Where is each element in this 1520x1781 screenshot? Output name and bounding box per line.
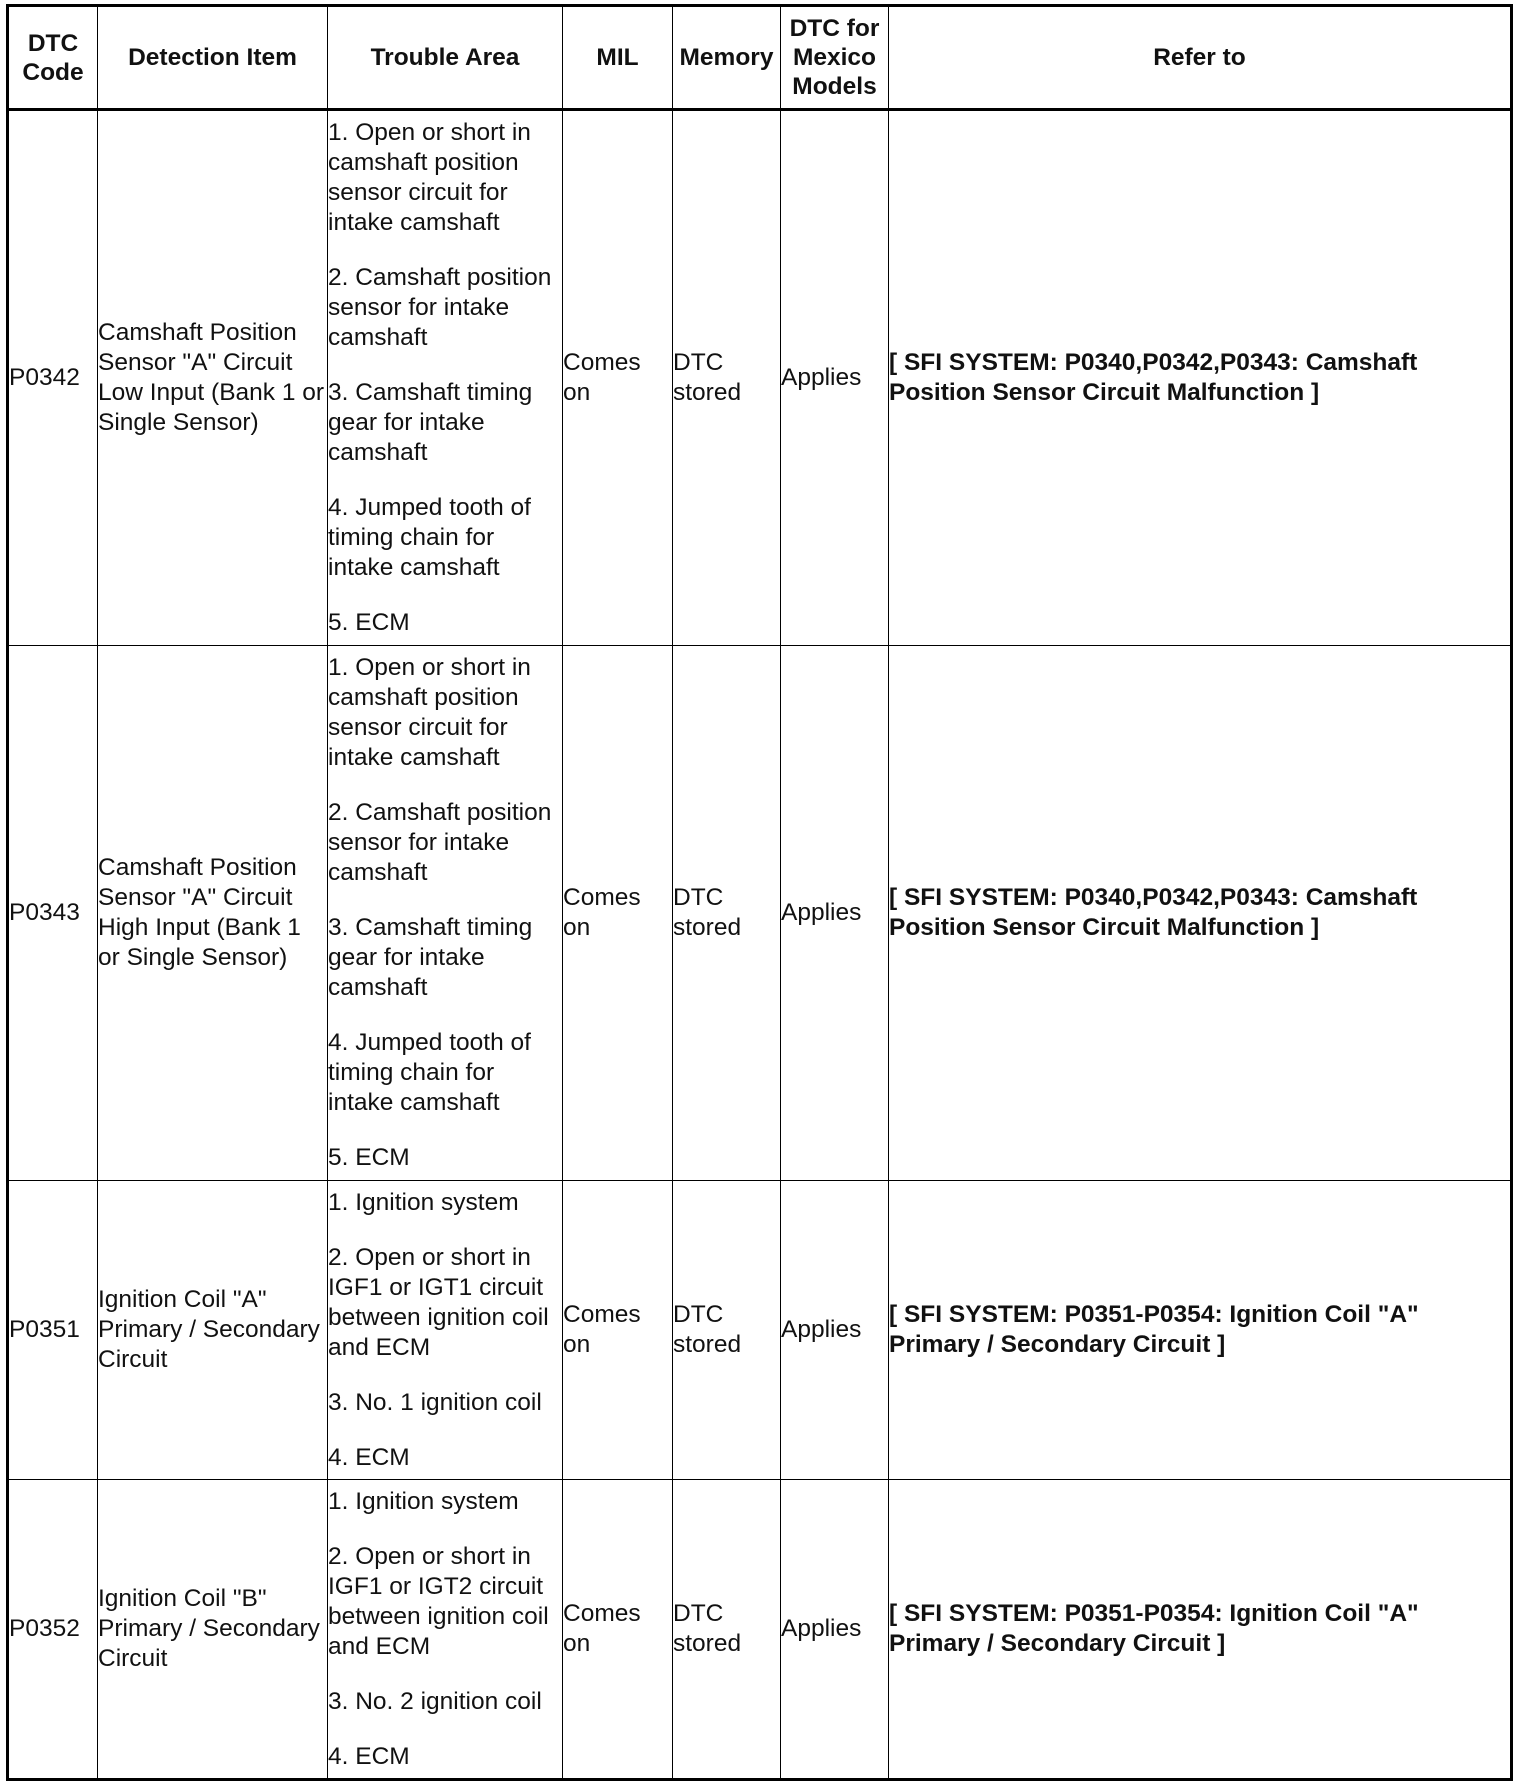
table-row [8,1480,1512,1780]
col-header-mexico: DTC for Mexico Models [781,6,889,110]
dtc-table [6,4,1513,1781]
mexico-cell: Applies [781,110,889,646]
trouble-area-step: 1. Ignition system [328,1188,519,1216]
memory-cell: DTC stored [673,1181,781,1480]
trouble-area-step: 2. Camshaft position sensor for intake camshaft [328,799,552,886]
mil-cell: Comes on [563,110,673,646]
mexico-cell: Applies [781,646,889,1181]
table-row [8,1181,1512,1480]
col-header-dtc-code: DTC Code [8,6,98,110]
refer-to-link[interactable]: [ SFI SYSTEM: P0351-P0354: Ignition Coil "A" Primary / Secondary Circuit ] [889,1181,1512,1480]
mexico-cell: Applies [781,1181,889,1480]
trouble-area-step: 4. Jumped tooth of timing chain for intake camshaft [328,1029,531,1116]
col-header-trouble-area: Trouble Area [328,6,563,110]
detection-item-cell: Ignition Coil "B" Primary / Secondary Circuit [98,1480,328,1780]
dtc-sheet [6,4,1513,1781]
table-row [8,646,1512,1181]
trouble-area-step: 1. Open or short in camshaft position sensor circuit for intake camshaft [328,654,531,771]
col-header-refer-to: Refer to [889,6,1512,110]
detection-item-cell: Camshaft Position Sensor "A" Circuit High Input (Bank 1 or Single Sensor) [98,646,328,1181]
dtc-code-cell: P0342 [8,110,98,646]
mexico-cell: Applies [781,1480,889,1780]
memory-cell: DTC stored [673,1480,781,1780]
trouble-area-step: 4. ECM [328,1742,410,1770]
trouble-area-cell [328,1480,563,1780]
detection-item-cell: Ignition Coil "A" Primary / Secondary Circuit [98,1181,328,1480]
trouble-area-step: 5. ECM [328,1144,410,1171]
memory-cell: DTC stored [673,110,781,646]
dtc-code-cell: P0343 [8,646,98,1181]
col-header-mil: MIL [563,6,673,110]
col-header-detection-item: Detection Item [98,6,328,110]
mil-cell: Comes on [563,1181,673,1480]
dtc-code-cell: P0352 [8,1480,98,1780]
table-row [8,110,1512,646]
memory-cell: DTC stored [673,646,781,1181]
trouble-area-step: 1. Open or short in camshaft position sensor circuit for intake camshaft [328,119,531,236]
trouble-area-step: 2. Camshaft position sensor for intake camshaft [328,264,552,351]
trouble-area-step: 4. ECM [328,1443,410,1471]
trouble-area-step: 3. Camshaft timing gear for intake camshaft [328,379,533,466]
detection-item-cell: Camshaft Position Sensor "A" Circuit Low Input (Bank 1 or Single Sensor) [98,110,328,646]
col-header-memory: Memory [673,6,781,110]
trouble-area-step: 5. ECM [328,609,410,636]
trouble-area-step: 2. Open or short in IGF1 or IGT1 circuit between ignition coil and ECM [328,1243,549,1361]
refer-to-link[interactable]: [ SFI SYSTEM: P0351-P0354: Ignition Coil "A" Primary / Secondary Circuit ] [889,1480,1512,1780]
trouble-area-step: 1. Ignition system [328,1487,519,1515]
trouble-area-cell [328,1181,563,1480]
trouble-area-cell [328,646,563,1181]
table-header-row [8,6,1512,110]
trouble-area-step: 4. Jumped tooth of timing chain for intake camshaft [328,494,531,581]
dtc-code-cell: P0351 [8,1181,98,1480]
trouble-area-step: 3. No. 2 ignition coil [328,1687,542,1715]
trouble-area-step: 3. No. 1 ignition coil [328,1388,542,1416]
refer-to-link[interactable]: [ SFI SYSTEM: P0340,P0342,P0343: Camshaft Position Sensor Circuit Malfunction ] [889,110,1512,646]
trouble-area-step: 2. Open or short in IGF1 or IGT2 circuit between ignition coil and ECM [328,1542,549,1660]
refer-to-link[interactable]: [ SFI SYSTEM: P0340,P0342,P0343: Camshaft Position Sensor Circuit Malfunction ] [889,646,1512,1181]
mil-cell: Comes on [563,1480,673,1780]
mil-cell: Comes on [563,646,673,1181]
trouble-area-cell [328,110,563,646]
trouble-area-step: 3. Camshaft timing gear for intake camshaft [328,914,533,1001]
